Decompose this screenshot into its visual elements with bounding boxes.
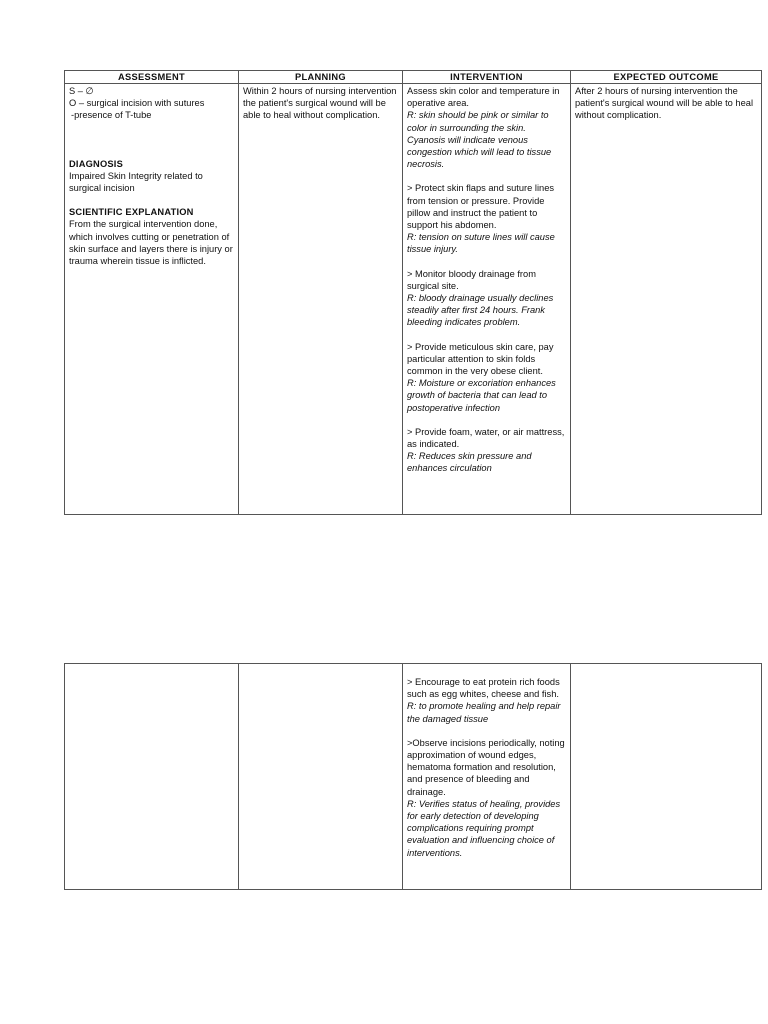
intervention-action: > Encourage to eat protein rich foods such as egg whites, cheese and fish. bbox=[407, 677, 560, 700]
intervention-header: INTERVENTION bbox=[403, 71, 571, 84]
assessment-header: ASSESSMENT bbox=[65, 71, 239, 84]
intervention-rationale: R: Reduces skin pressure and enhances circulation bbox=[407, 451, 532, 474]
expected-outcome-text: After 2 hours of nursing intervention the patient's surgical wound will be able to heal without complication. bbox=[575, 86, 754, 121]
intervention-rationale: R: skin should be pink or similar to color in surrounding the skin. Cyanosis will indicate venous congestion which will lead to tissue necrosis. bbox=[407, 110, 552, 170]
planning-text: Within 2 hours of nursing intervention the patient's surgical wound will be able to heal without complication. bbox=[243, 86, 397, 121]
intervention-item bbox=[407, 341, 566, 414]
planning-header: PLANNING bbox=[239, 71, 403, 84]
intervention-action: > Provide meticulous skin care, pay particular attention to skin folds common in the very obese client. bbox=[407, 341, 554, 377]
header-row bbox=[65, 71, 762, 84]
planning-cell bbox=[239, 664, 403, 890]
intervention-action: > Protect skin flaps and suture lines from tension or pressure. Provide pillow and instruct the patient to support his abdomen. bbox=[407, 183, 555, 231]
diagnosis-heading: DIAGNOSIS bbox=[69, 158, 123, 169]
subjective-data: S – ∅ bbox=[69, 86, 94, 96]
assessment-cell bbox=[65, 664, 239, 890]
care-plan-table-continued bbox=[64, 663, 762, 890]
intervention-item bbox=[407, 268, 566, 329]
intervention-rationale: R: Verifies status of healing, provides for early detection of developing complications requiring prompt evaluation and influencing choice of interventions. bbox=[407, 798, 561, 858]
intervention-item bbox=[407, 85, 566, 170]
expected-outcome-cell bbox=[571, 84, 762, 515]
intervention-action: Assess skin color and temperature in operative area. bbox=[407, 86, 560, 109]
scientific-explanation-text: From the surgical intervention done, which involves cutting or penetration of skin surface and layers there is injury or trauma wherein tissue is inflicted. bbox=[69, 219, 233, 267]
intervention-item bbox=[407, 676, 566, 725]
intervention-rationale: R: tension on suture lines will cause tissue injury. bbox=[407, 232, 555, 255]
planning-cell bbox=[239, 84, 403, 515]
intervention-rationale: R: Moisture or excoriation enhances growth of bacteria that can lead to postoperative infection bbox=[407, 378, 556, 413]
intervention-action: >Observe incisions periodically, noting approximation of wound edges, hematoma formation and resolution, and presence of bleeding and drainage. bbox=[407, 737, 565, 797]
intervention-item bbox=[407, 737, 566, 859]
intervention-item bbox=[407, 182, 566, 255]
table-row bbox=[65, 84, 762, 515]
intervention-cell bbox=[403, 664, 571, 890]
intervention-rationale: R: to promote healing and help repair the damaged tissue bbox=[407, 701, 561, 724]
expected-outcome-header: EXPECTED OUTCOME bbox=[571, 71, 762, 84]
objective-data: O – surgical incision with sutures bbox=[69, 98, 205, 109]
care-plan-table bbox=[64, 70, 762, 515]
intervention-rationale: R: bloody drainage usually declines steadily after first 24 hours. Frank bleeding indicates problem. bbox=[407, 293, 554, 328]
assessment-cell bbox=[65, 84, 239, 515]
diagnosis-text: Impaired Skin Integrity related to surgical incision bbox=[69, 170, 203, 194]
scientific-explanation-heading: SCIENTIFIC EXPLANATION bbox=[69, 207, 194, 218]
intervention-cell bbox=[403, 84, 571, 515]
intervention-item bbox=[407, 426, 566, 475]
intervention-action: > Provide foam, water, or air mattress, as indicated. bbox=[407, 426, 565, 450]
objective-data-2: -presence of T-tube bbox=[71, 110, 152, 121]
table-row bbox=[65, 664, 762, 890]
intervention-action: > Monitor bloody drainage from surgical site. bbox=[407, 268, 536, 291]
expected-outcome-cell bbox=[571, 664, 762, 890]
